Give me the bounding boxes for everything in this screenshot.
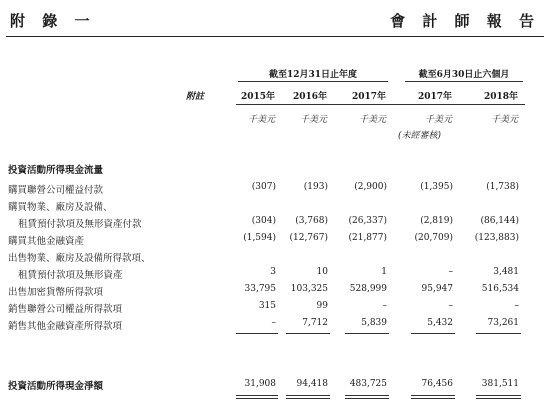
- row-value: 3: [270, 267, 276, 277]
- total-label: 投資活動所得現金淨額: [8, 381, 104, 392]
- row-value: (1,594): [243, 233, 276, 243]
- row-value: 3,481: [493, 267, 519, 277]
- row-label: 出售物業、廠房及設備所得款項、: [8, 253, 151, 264]
- col-interim-2017: 2017年: [417, 92, 452, 102]
- unit-2016: 千美元: [299, 115, 327, 125]
- row-label: 銷售聯營公司權益所得款項: [8, 304, 123, 315]
- row-label: 購買其他金融資產: [8, 236, 85, 247]
- row-value: (20,709): [414, 233, 453, 243]
- row-value: (21,877): [348, 233, 387, 243]
- col-year-2015: 2015年: [240, 92, 275, 102]
- total-double-rule: [476, 395, 521, 399]
- row-value: 528,999: [349, 284, 387, 294]
- unit-2015: 千美元: [247, 115, 275, 125]
- subtotal-rule: [345, 333, 389, 334]
- row-value: 5,432: [427, 318, 453, 328]
- row-value: (1,738): [486, 182, 519, 192]
- interim-group-rule: [405, 81, 523, 82]
- subtotal-rule: [236, 333, 278, 334]
- row-label: 出售加密貨幣所得款項: [8, 287, 104, 298]
- header-rule: [6, 36, 544, 37]
- total-double-rule: [286, 395, 330, 399]
- row-value: 516,534: [481, 284, 519, 294]
- total-value: 94,418: [296, 379, 328, 389]
- row-value: (12,767): [289, 233, 328, 243]
- row-value: 10: [316, 267, 328, 277]
- row-value: (86,144): [480, 216, 519, 226]
- row-value: (123,883): [474, 233, 519, 243]
- report-title: 會 計 師 報 告: [390, 12, 540, 30]
- unit-2017: 千美元: [358, 115, 386, 125]
- subtotal-rule: [476, 333, 521, 334]
- row-value: 5,839: [361, 318, 387, 328]
- fiscal-group-rule: [238, 81, 388, 82]
- row-value: 99: [316, 301, 328, 311]
- total-value: 76,456: [421, 379, 453, 389]
- row-label: 購買聯營公司權益付款: [8, 185, 104, 196]
- row-value: –: [448, 267, 453, 277]
- row-value: –: [271, 318, 276, 328]
- row-value: (26,337): [348, 216, 387, 226]
- interim-group-heading: 截至6月30日止六個月: [418, 70, 510, 80]
- unit-interim-2017: 千美元: [424, 115, 452, 125]
- row-value: (3,768): [295, 216, 328, 226]
- row-label: 購買物業、廠房及設備、: [8, 202, 113, 213]
- total-double-rule: [236, 395, 278, 399]
- appendix-title: 附 錄 一: [10, 12, 96, 30]
- section-title: 投資活動所得現金流量: [8, 165, 104, 176]
- row-value: (307): [251, 182, 276, 192]
- col-interim-2018: 2018年: [483, 92, 518, 102]
- row-label: 租賃預付款項及無形資產: [18, 270, 123, 281]
- row-value: (2,819): [420, 216, 453, 226]
- column-header-rule: [236, 104, 525, 105]
- row-value: 103,325: [290, 284, 328, 294]
- row-value: (193): [303, 182, 328, 192]
- row-value: 1: [381, 267, 387, 277]
- row-label: 銷售其他金融資產所得款項: [8, 321, 123, 332]
- row-value: 315: [258, 301, 276, 311]
- total-value: 381,511: [481, 379, 519, 389]
- row-value: 7,712: [302, 318, 328, 328]
- subtotal-rule: [411, 333, 455, 334]
- row-value: (304): [251, 216, 276, 226]
- row-value: 73,261: [487, 318, 519, 328]
- total-double-rule: [411, 395, 455, 399]
- row-value: 95,947: [421, 284, 453, 294]
- unaudited-note: (未經審核): [398, 131, 442, 141]
- col-year-2016: 2016年: [292, 92, 327, 102]
- row-value: –: [514, 301, 519, 311]
- subtotal-rule: [286, 333, 330, 334]
- total-double-rule: [345, 395, 389, 399]
- note-column-header: 附註: [186, 92, 205, 102]
- row-value: –: [382, 301, 387, 311]
- row-value: –: [448, 301, 453, 311]
- fiscal-year-group-heading: 截至12月31日止年度: [268, 70, 358, 80]
- unit-interim-2018: 千美元: [490, 115, 518, 125]
- total-value: 31,908: [244, 379, 276, 389]
- row-value: (1,395): [420, 182, 453, 192]
- total-value: 483,725: [349, 379, 387, 389]
- row-label: 租賃預付款項及無形資產付款: [18, 219, 142, 230]
- row-value: (2,900): [354, 182, 387, 192]
- col-year-2017: 2017年: [351, 92, 386, 102]
- row-value: 33,795: [244, 284, 276, 294]
